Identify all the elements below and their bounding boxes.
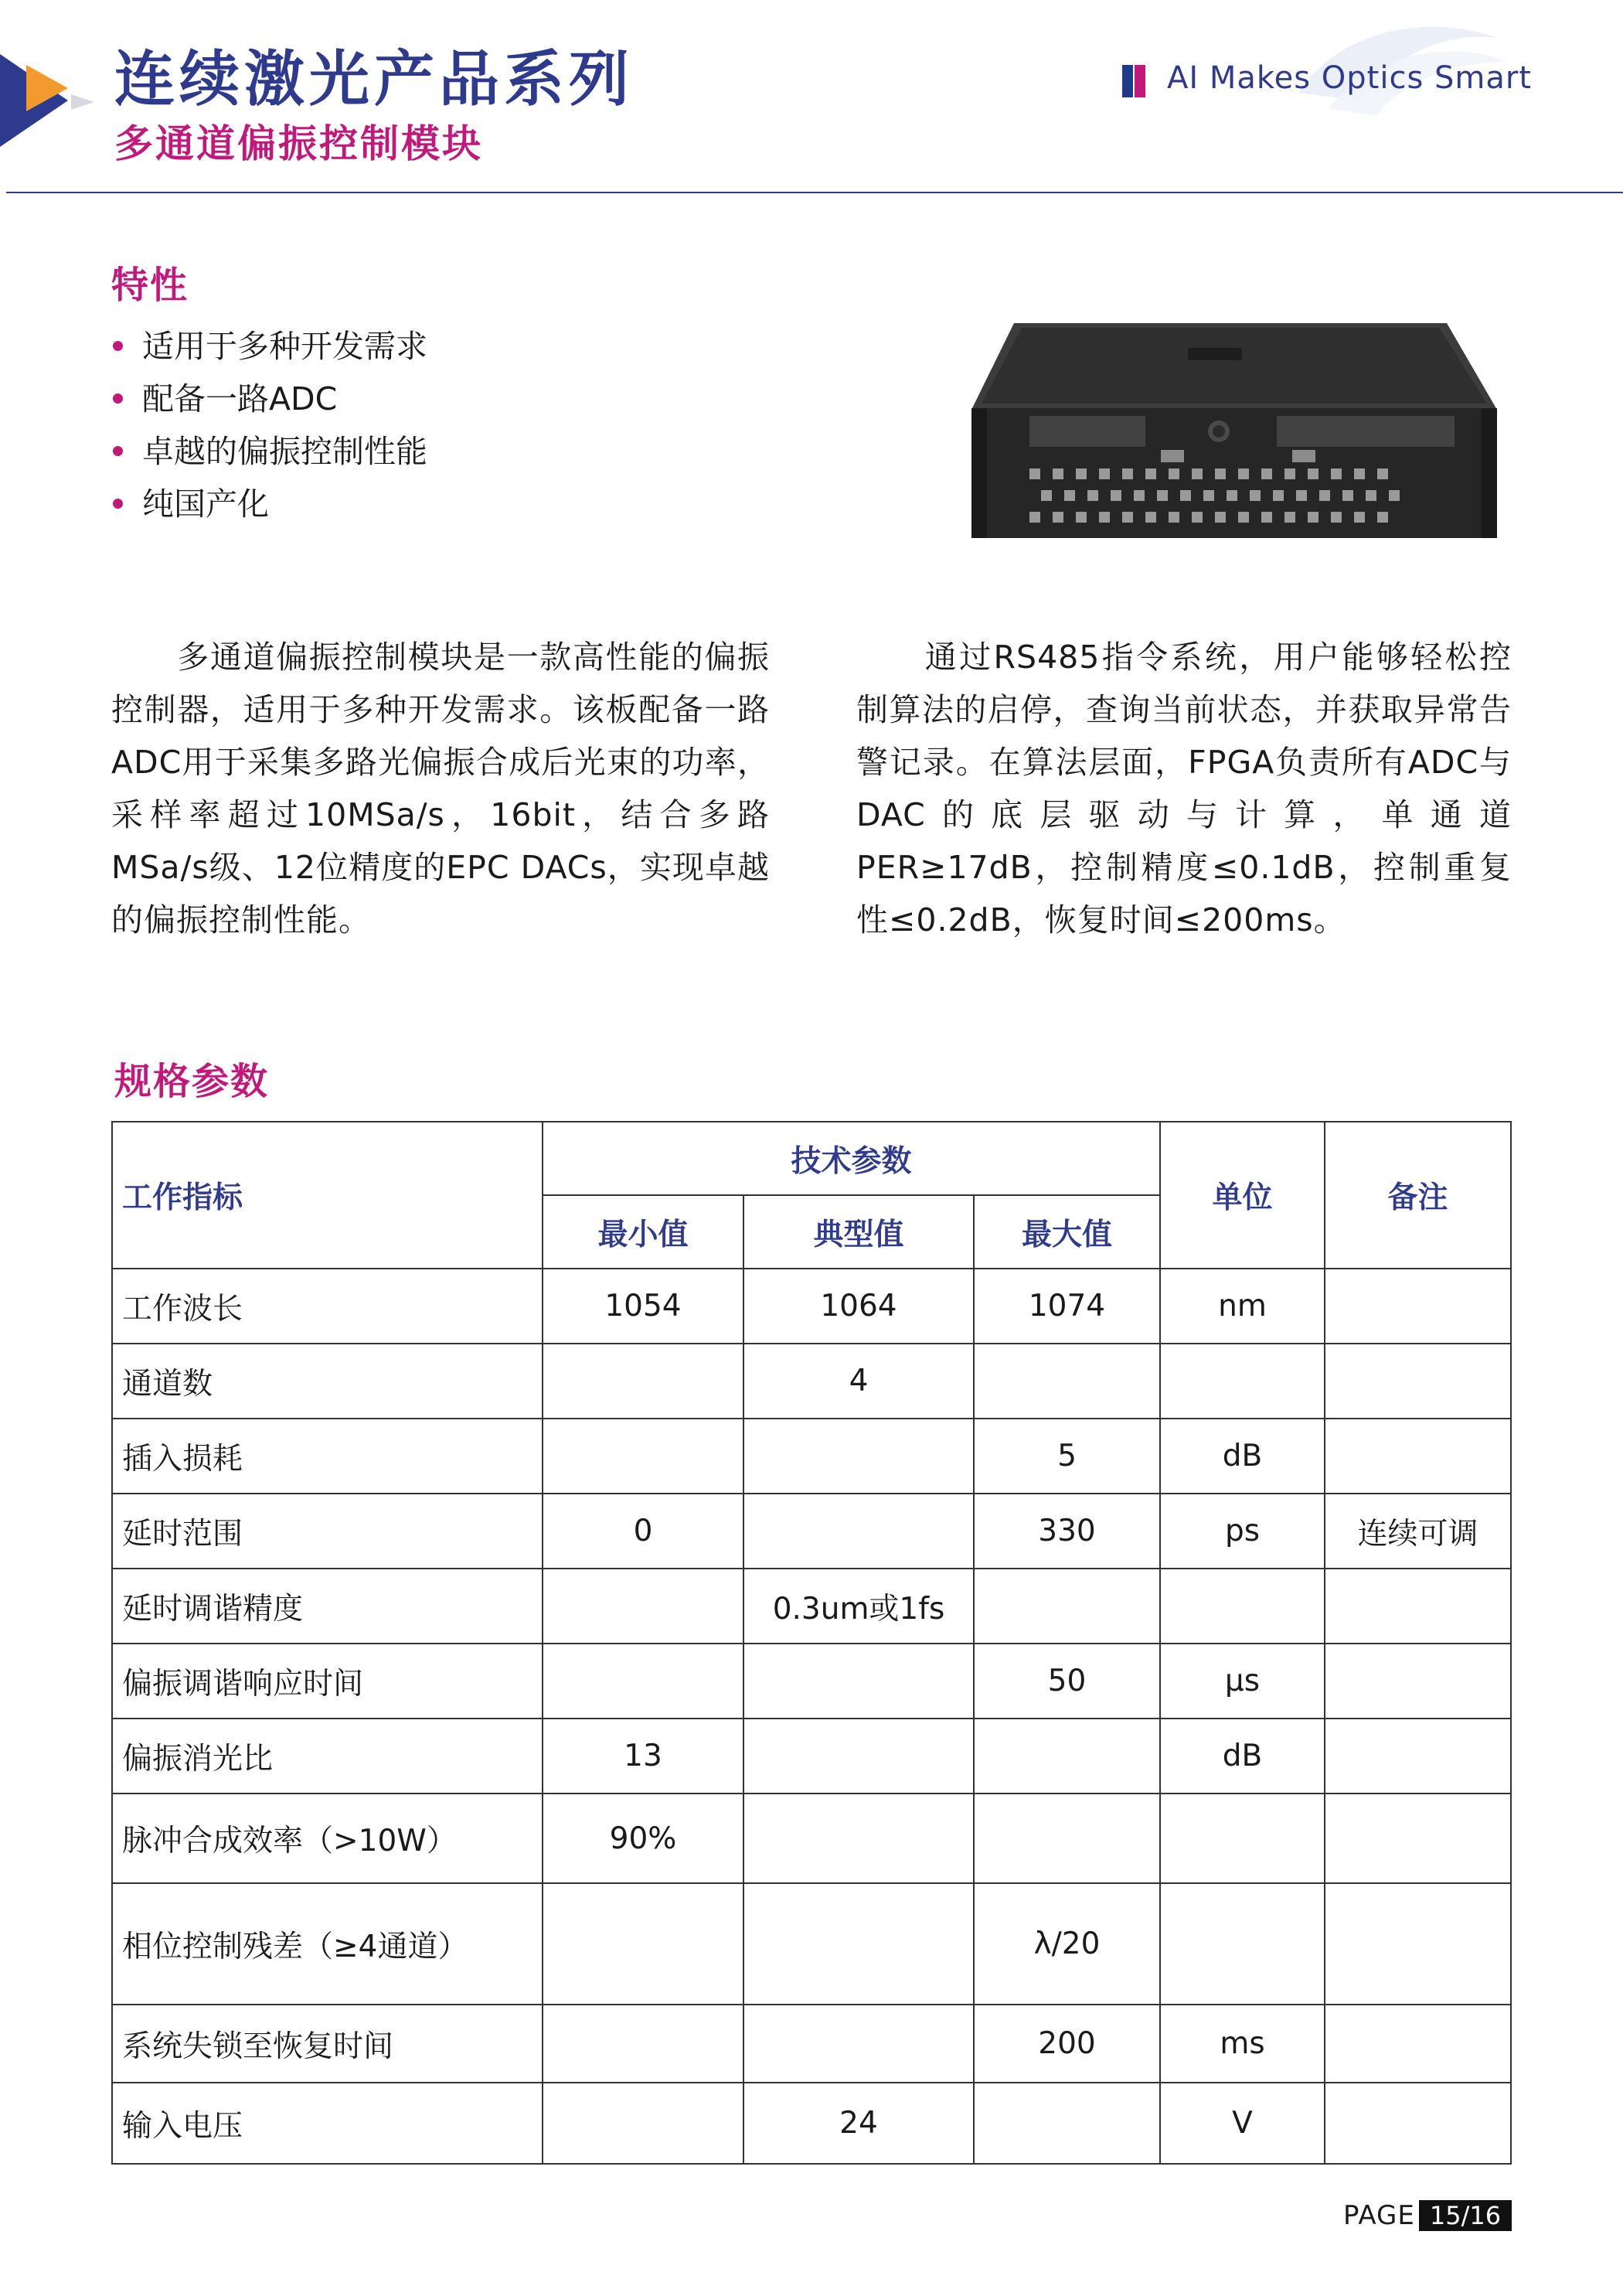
header-unit: 单位 <box>1160 1122 1325 1269</box>
table-row: 工作波长 1054 1064 1074 nm <box>112 1269 1511 1344</box>
bullet-icon <box>113 341 123 351</box>
header-metric: 工作指标 <box>112 1122 543 1269</box>
bullet-icon <box>113 393 123 404</box>
bullet-icon <box>113 499 123 509</box>
table-row: 通道数 4 <box>112 1344 1511 1419</box>
header-divider <box>6 192 1623 193</box>
page-subtitle: 多通道偏振控制模块 <box>114 121 483 166</box>
page-number: 15/16 <box>1419 2200 1512 2231</box>
table-row: 偏振调谐响应时间 50 μs <box>112 1644 1511 1719</box>
header-min: 最小值 <box>543 1195 743 1269</box>
spec-table <box>111 1121 1512 2165</box>
header-max: 最大值 <box>974 1195 1160 1269</box>
description-left: 多通道偏振控制模块是一款高性能的偏振控制器，适用于多种开发需求。该板配备一路ADC用于采集多路光偏振合成后光束的功率，采样率超过10MSa/s，16bit，结合多路MSa/s级、12位精度的EPC DACs，实现卓越的偏振控制性能。 <box>111 639 771 938</box>
header-arrow-icon <box>0 54 108 147</box>
bullet-icon <box>113 446 123 456</box>
table-row: 偏振消光比 13 dB <box>112 1719 1511 1794</box>
feature-item: 配备一路ADC <box>111 373 427 425</box>
specs-title: 规格参数 <box>114 1060 270 1103</box>
tagline-bar-navy <box>1122 65 1133 97</box>
feature-item: 适用于多种开发需求 <box>111 320 427 373</box>
table-row: 输入电压 24 V <box>112 2083 1511 2164</box>
features-list <box>111 320 427 530</box>
tagline-bar-magenta <box>1135 65 1145 97</box>
product-image <box>968 317 1501 549</box>
page-title: 连续激光产品系列 <box>114 45 635 114</box>
table-row: 插入损耗 5 dB <box>112 1419 1511 1494</box>
table-row: 脉冲合成效率（>10W） 90% <box>112 1794 1511 1883</box>
header-note: 备注 <box>1325 1122 1511 1269</box>
feature-item: 卓越的偏振控制性能 <box>111 425 427 478</box>
table-row: 相位控制残差（≥4通道） λ/20 <box>112 1883 1511 2005</box>
table-header-row <box>112 1122 1511 1195</box>
feature-item: 纯国产化 <box>111 478 427 530</box>
page-label: PAGE <box>1343 2200 1415 2231</box>
table-row: 延时调谐精度 0.3um或1fs <box>112 1569 1511 1644</box>
table-row: 延时范围 0 330 ps 连续可调 <box>112 1494 1511 1569</box>
table-row: 系统失锁至恢复时间 200 ms <box>112 2005 1511 2083</box>
header-typ: 典型值 <box>743 1195 974 1269</box>
header-tech-params: 技术参数 <box>543 1122 1160 1195</box>
tagline: AI Makes Optics Smart <box>1167 60 1533 96</box>
features-title: 特性 <box>111 264 189 307</box>
description-right: 通过RS485指令系统，用户能够轻松控制算法的启停，查询当前状态，并获取异常告警记录。在算法层面，FPGA负责所有ADC与DAC的底层驱动与计算，单通道PER≥17dB，控制精度≤0.1dB，控制重复性≤0.2dB，恢复时间≤200ms。 <box>856 639 1512 938</box>
